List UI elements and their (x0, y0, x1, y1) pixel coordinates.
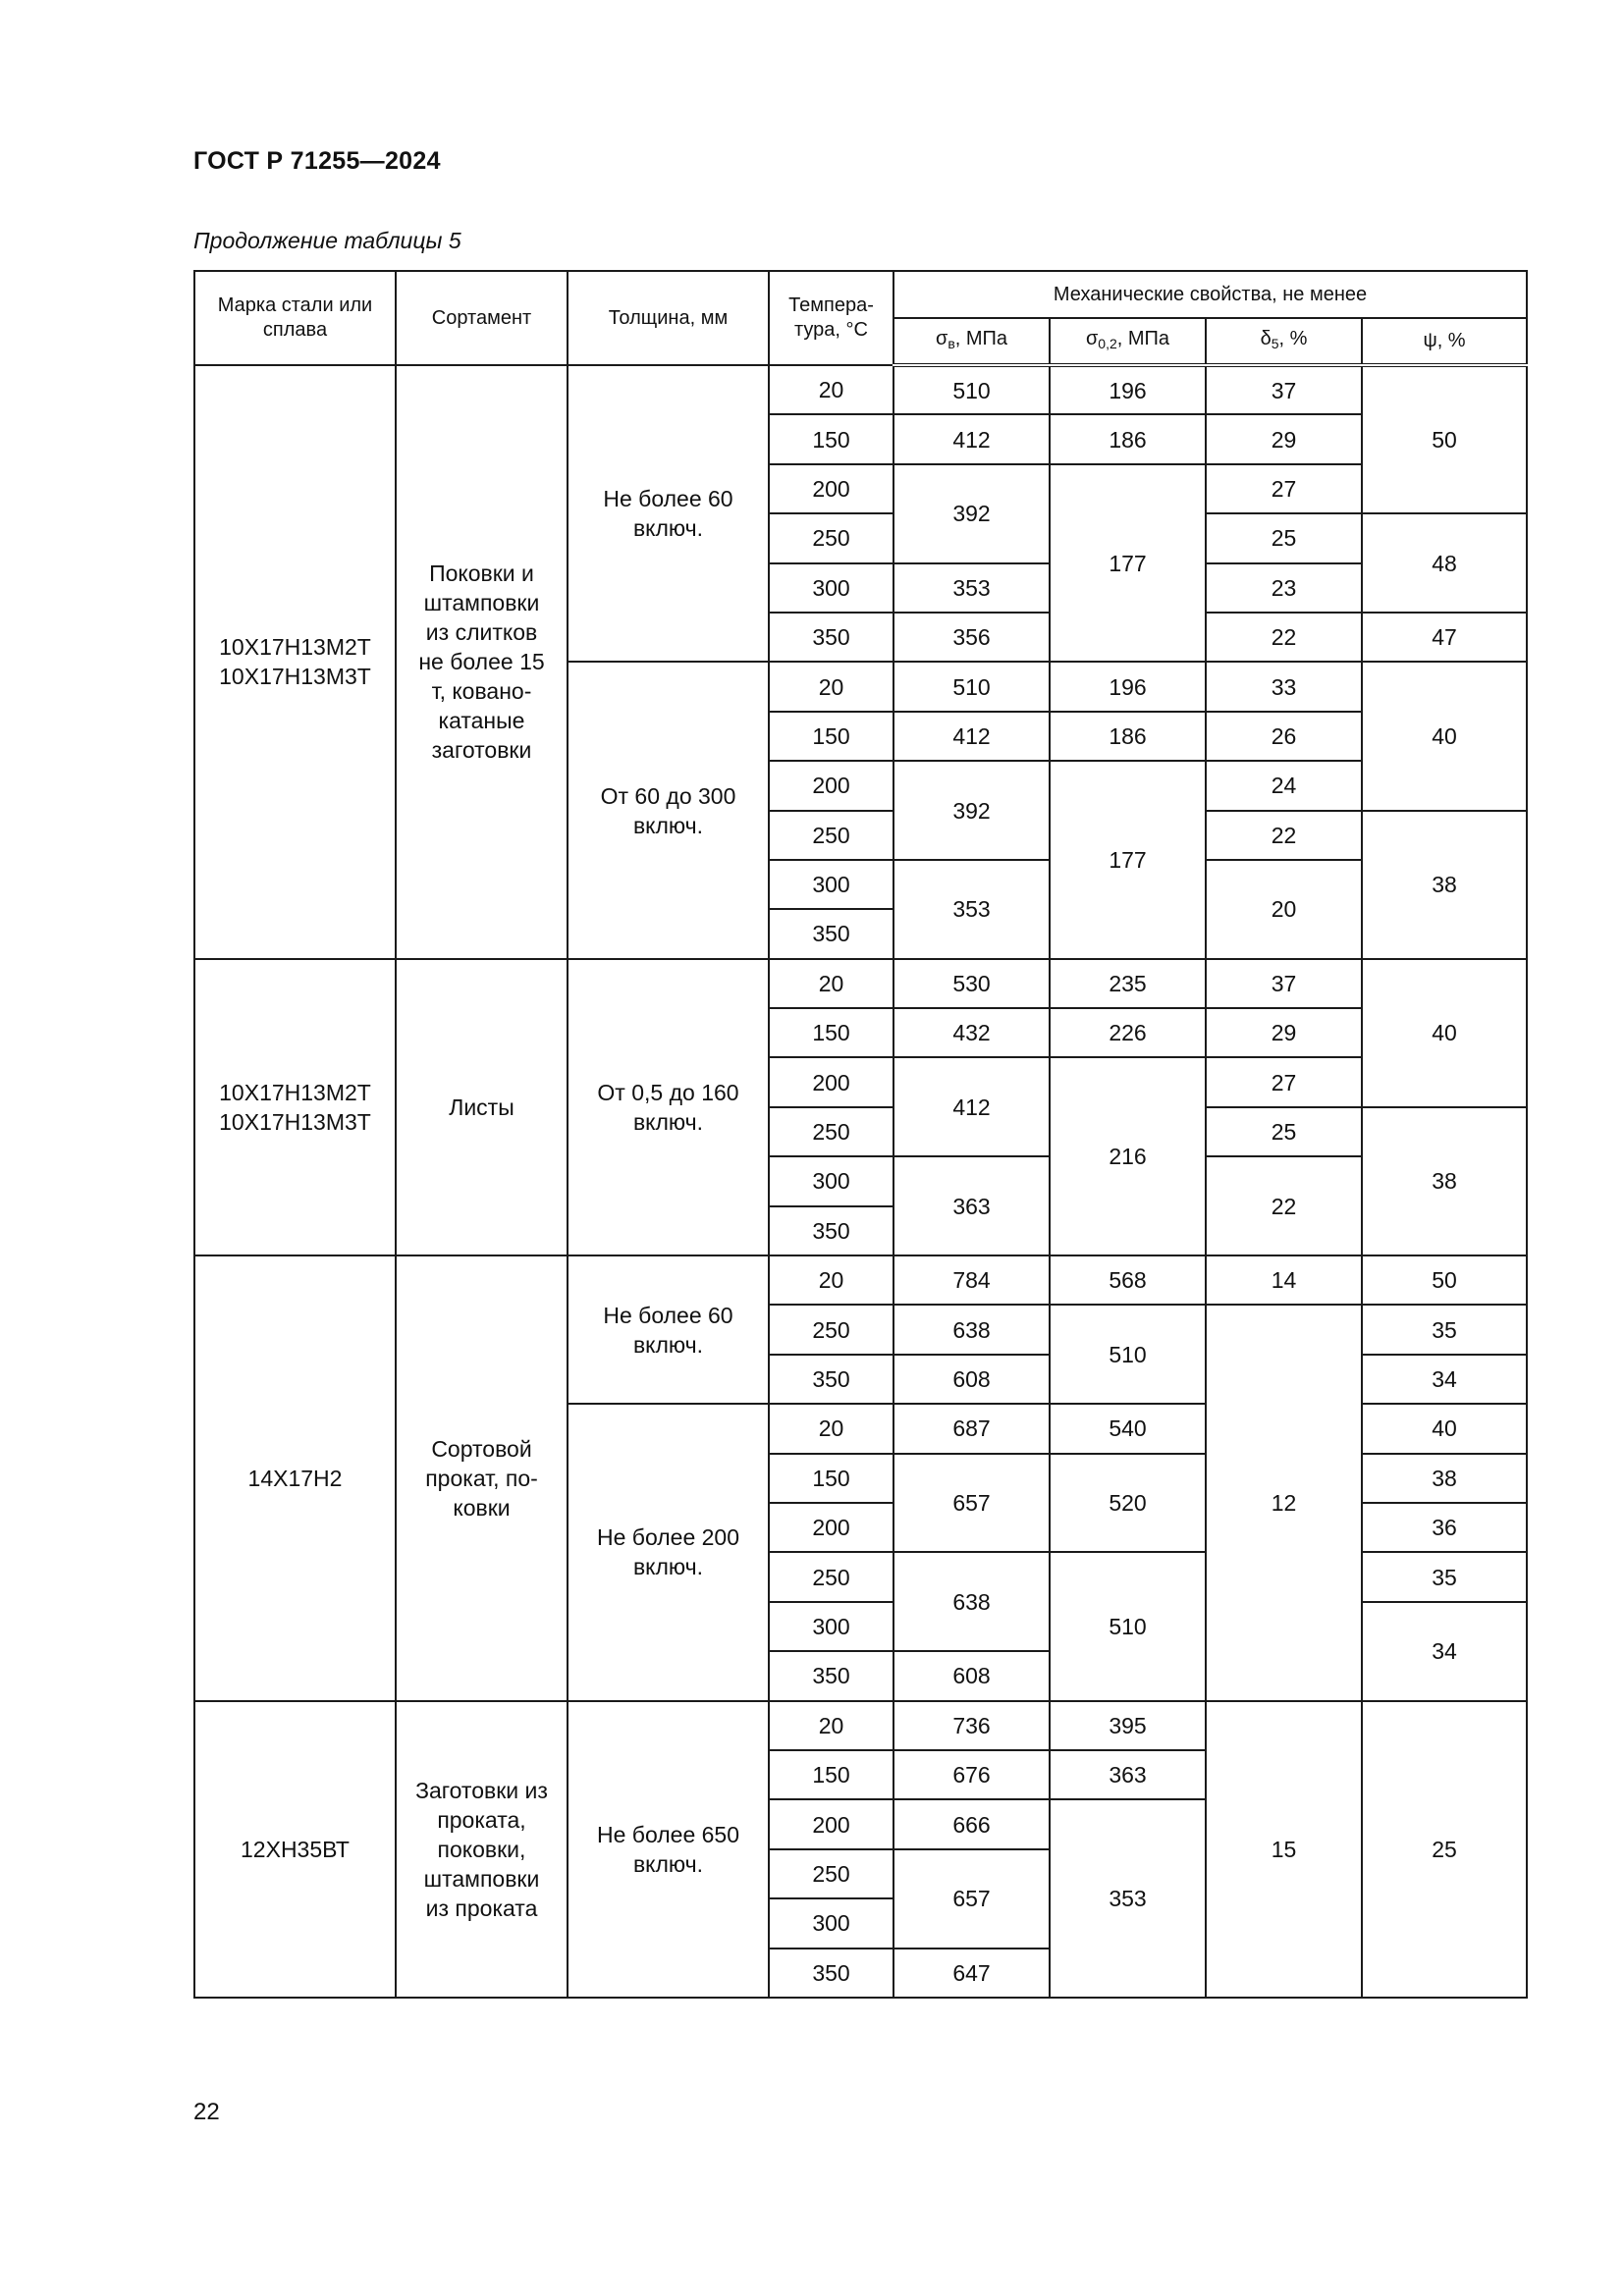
product-cell: Сортовой прокат, по-ковки (396, 1255, 568, 1701)
psi-cell: 38 (1362, 1454, 1527, 1503)
delta5-cell: 25 (1206, 1107, 1362, 1156)
sigma-02-cell: 520 (1050, 1454, 1206, 1553)
psi-cell: 50 (1362, 365, 1527, 513)
thickness-cell: От 0,5 до 160 включ. (568, 959, 769, 1255)
sigma-b-cell: 608 (893, 1651, 1050, 1700)
header-product: Сортамент (396, 271, 568, 365)
sigma-02-cell: 196 (1050, 662, 1206, 711)
temperature-cell: 300 (769, 1898, 893, 1948)
psi-cell: 50 (1362, 1255, 1527, 1305)
psi-cell: 35 (1362, 1305, 1527, 1354)
delta5-cell: 15 (1206, 1701, 1362, 1998)
psi-cell: 48 (1362, 513, 1527, 613)
temperature-cell: 20 (769, 365, 893, 414)
temperature-cell: 350 (769, 1206, 893, 1255)
header-sigma-02: $\sigma_{0,2}$, МПа (1050, 318, 1206, 365)
table-caption: Продолжение таблицы 5 (193, 228, 461, 253)
delta5-cell: 37 (1206, 365, 1362, 414)
temperature-cell: 250 (769, 811, 893, 860)
document-title: ГОСТ Р 71255—2024 (193, 147, 441, 175)
sigma-b-cell: 510 (893, 365, 1050, 414)
delta5-cell: 20 (1206, 860, 1362, 959)
sigma-02-cell: 395 (1050, 1701, 1206, 1750)
sigma-02-cell: 177 (1050, 464, 1206, 663)
psi-cell: 47 (1362, 613, 1527, 662)
header-psi: ψ, % (1362, 318, 1527, 365)
temperature-cell: 20 (769, 1404, 893, 1453)
properties-table (193, 270, 1528, 1999)
delta5-cell: 14 (1206, 1255, 1362, 1305)
sigma-b-cell: 356 (893, 613, 1050, 662)
temperature-cell: 250 (769, 1849, 893, 1898)
header-mech-props: Механические свойства, не менее (893, 271, 1527, 318)
sigma-02-cell: 363 (1050, 1750, 1206, 1799)
header-sigma-b: $\sigma_в$, МПа (893, 318, 1050, 365)
header-thickness: Толщина, мм (568, 271, 769, 365)
header-delta5: $\delta_5$, % (1206, 318, 1362, 365)
product-cell: Поковки и штамповки из слитков не более 15 т, ковано-катаные заготовки (396, 365, 568, 959)
psi-cell: 25 (1362, 1701, 1527, 1998)
delta5-cell: 27 (1206, 464, 1362, 513)
temperature-cell: 250 (769, 1107, 893, 1156)
sigma-b-cell: 392 (893, 464, 1050, 563)
delta5-cell: 29 (1206, 1008, 1362, 1057)
temperature-cell: 150 (769, 1750, 893, 1799)
grade-cell: 14Х17Н2 (194, 1255, 396, 1701)
psi-cell: 40 (1362, 1404, 1527, 1453)
temperature-cell: 350 (769, 1949, 893, 1998)
temperature-cell: 250 (769, 1552, 893, 1601)
delta5-cell: 25 (1206, 513, 1362, 562)
temperature-cell: 200 (769, 1503, 893, 1552)
grade-cell: 10Х17Н13М2Т 10Х17Н13М3Т (194, 959, 396, 1255)
temperature-cell: 200 (769, 761, 893, 810)
delta5-cell: 12 (1206, 1305, 1362, 1700)
delta5-cell: 24 (1206, 761, 1362, 810)
thickness-cell: Не более 60 включ. (568, 1255, 769, 1404)
sigma-b-cell: 353 (893, 563, 1050, 613)
delta5-cell: 23 (1206, 563, 1362, 613)
sigma-b-cell: 412 (893, 414, 1050, 463)
sigma-b-cell: 647 (893, 1949, 1050, 1998)
delta5-cell: 29 (1206, 414, 1362, 463)
sigma-b-cell: 412 (893, 712, 1050, 761)
temperature-cell: 300 (769, 563, 893, 613)
thickness-cell: От 60 до 300 включ. (568, 662, 769, 958)
temperature-cell: 200 (769, 1799, 893, 1848)
sigma-b-cell: 638 (893, 1552, 1050, 1651)
psi-cell: 34 (1362, 1355, 1527, 1404)
sigma-02-cell: 226 (1050, 1008, 1206, 1057)
sigma-b-cell: 657 (893, 1454, 1050, 1553)
temperature-cell: 200 (769, 464, 893, 513)
temperature-cell: 150 (769, 1008, 893, 1057)
delta5-cell: 27 (1206, 1057, 1362, 1106)
sigma-02-cell: 186 (1050, 712, 1206, 761)
delta5-cell: 22 (1206, 811, 1362, 860)
delta5-cell: 26 (1206, 712, 1362, 761)
page-number: 22 (193, 2099, 220, 2125)
psi-cell: 40 (1362, 662, 1527, 810)
sigma-b-cell: 353 (893, 860, 1050, 959)
sigma-02-cell: 216 (1050, 1057, 1206, 1255)
header-grade: Марка стали или сплава (194, 271, 396, 365)
temperature-cell: 300 (769, 1156, 893, 1205)
temperature-cell: 20 (769, 662, 893, 711)
sigma-b-cell: 784 (893, 1255, 1050, 1305)
temperature-cell: 150 (769, 414, 893, 463)
temperature-cell: 150 (769, 712, 893, 761)
sigma-02-cell: 235 (1050, 959, 1206, 1008)
sigma-b-cell: 657 (893, 1849, 1050, 1949)
sigma-02-cell: 510 (1050, 1305, 1206, 1404)
grade-cell: 12ХН35ВТ (194, 1701, 396, 1998)
sigma-02-cell: 540 (1050, 1404, 1206, 1453)
sigma-b-cell: 608 (893, 1355, 1050, 1404)
product-cell: Листы (396, 959, 568, 1255)
sigma-b-cell: 736 (893, 1701, 1050, 1750)
sigma-b-cell: 412 (893, 1057, 1050, 1156)
psi-cell: 38 (1362, 1107, 1527, 1255)
sigma-b-cell: 666 (893, 1799, 1050, 1848)
thickness-cell: Не более 650 включ. (568, 1701, 769, 1998)
sigma-02-cell: 353 (1050, 1799, 1206, 1998)
product-cell: Заготовки из проката, поковки, штамповки из проката (396, 1701, 568, 1998)
delta5-cell: 22 (1206, 613, 1362, 662)
sigma-b-cell: 392 (893, 761, 1050, 860)
temperature-cell: 350 (769, 1355, 893, 1404)
psi-cell: 38 (1362, 811, 1527, 959)
psi-cell: 34 (1362, 1602, 1527, 1701)
sigma-b-cell: 363 (893, 1156, 1050, 1255)
temperature-cell: 350 (769, 909, 893, 958)
temperature-cell: 250 (769, 513, 893, 562)
temperature-cell: 300 (769, 1602, 893, 1651)
temperature-cell: 300 (769, 860, 893, 909)
temperature-cell: 350 (769, 1651, 893, 1700)
sigma-02-cell: 196 (1050, 365, 1206, 414)
sigma-02-cell: 510 (1050, 1552, 1206, 1700)
thickness-cell: Не более 60 включ. (568, 365, 769, 662)
temperature-cell: 20 (769, 959, 893, 1008)
delta5-cell: 37 (1206, 959, 1362, 1008)
delta5-cell: 22 (1206, 1156, 1362, 1255)
sigma-b-cell: 687 (893, 1404, 1050, 1453)
sigma-b-cell: 676 (893, 1750, 1050, 1799)
sigma-02-cell: 568 (1050, 1255, 1206, 1305)
temperature-cell: 250 (769, 1305, 893, 1354)
temperature-cell: 150 (769, 1454, 893, 1503)
delta5-cell: 33 (1206, 662, 1362, 711)
header-temperature: Темпера-тура, °С (769, 271, 893, 365)
psi-cell: 36 (1362, 1503, 1527, 1552)
psi-cell: 35 (1362, 1552, 1527, 1601)
temperature-cell: 20 (769, 1255, 893, 1305)
temperature-cell: 20 (769, 1701, 893, 1750)
sigma-02-cell: 186 (1050, 414, 1206, 463)
sigma-b-cell: 638 (893, 1305, 1050, 1354)
sigma-b-cell: 530 (893, 959, 1050, 1008)
sigma-b-cell: 432 (893, 1008, 1050, 1057)
sigma-02-cell: 177 (1050, 761, 1206, 959)
temperature-cell: 200 (769, 1057, 893, 1106)
sigma-b-cell: 510 (893, 662, 1050, 711)
grade-cell: 10Х17Н13М2Т 10Х17Н13М3Т (194, 365, 396, 959)
temperature-cell: 350 (769, 613, 893, 662)
thickness-cell: Не более 200 включ. (568, 1404, 769, 1700)
psi-cell: 40 (1362, 959, 1527, 1107)
